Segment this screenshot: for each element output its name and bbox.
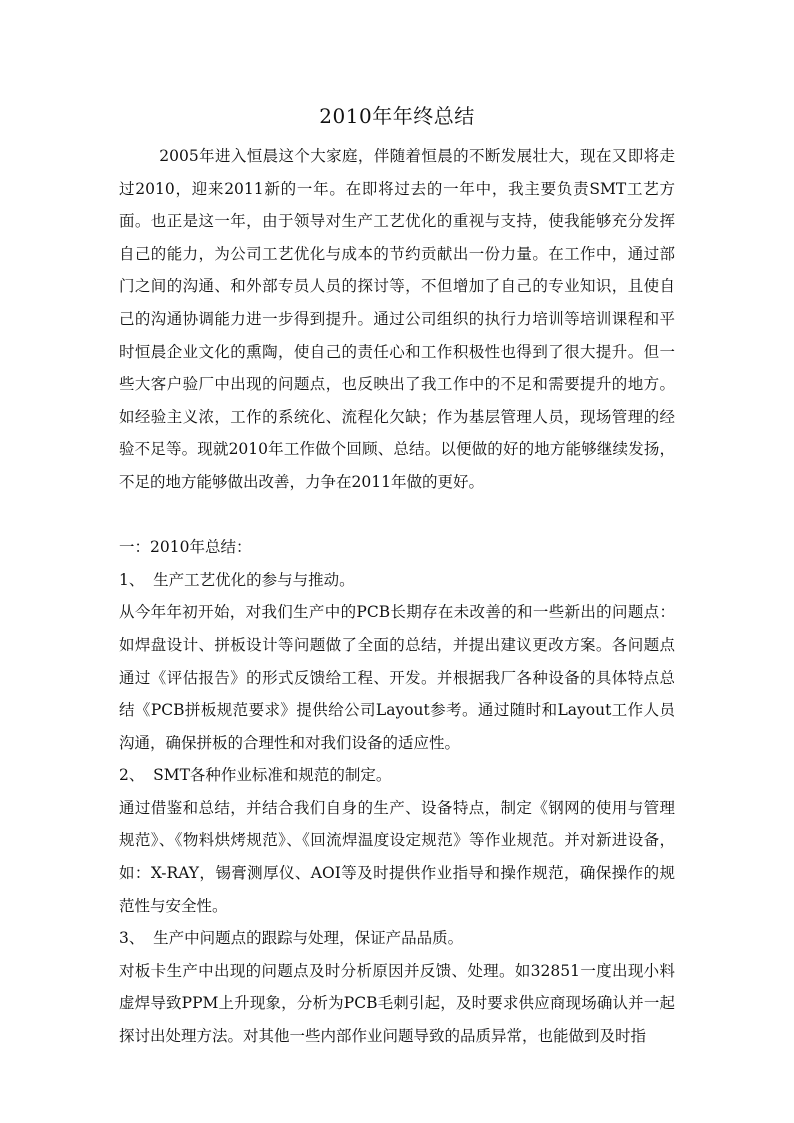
- item-heading-3: [119, 922, 675, 955]
- item-heading-1: [119, 564, 675, 597]
- item-title: 生产工艺优化的参与与推动。: [153, 570, 355, 589]
- item-paragraph-1: 从今年年初开始，对我们生产中的PCB长期存在未改善的和一些新出的问题点：如焊盘设计、拼板设计等问题做了全面的总结，并提出建议更改方案。各问题点通过《评估报告》的形式反馈给工程、开发。并根据我厂各种设备的具体特点总结《PCB拼板规范要求》提供给公司Layout参考。通过随时和Layout工作人员沟通，确保拼板的合理性和对我们设备的适应性。: [119, 603, 675, 752]
- item-number: 2、: [119, 766, 145, 785]
- item-number: 3、: [119, 929, 145, 948]
- item-title: SMT各种作业标准和规范的制定。: [153, 766, 392, 785]
- document-title: 2010年年终总结: [319, 104, 475, 128]
- document-body: [119, 140, 675, 1053]
- section-heading: 一：2010年总结：: [119, 538, 252, 557]
- item-paragraph-2: 通过借鉴和总结，并结合我们自身的生产、设备特点，制定《钢网的使用与管理规范》、《物料烘烤规范》、《回流焊温度设定规范》等作业规范。并对新进设备，如：X-RAY，锡膏测厚仪、AOI等及时提供作业指导和操作规范，确保操作的规范性与安全性。: [119, 798, 675, 915]
- intro-paragraph: 2005年进入恒晨这个大家庭，伴随着恒晨的不断发展壮大，现在又即将走过2010，迎来2011新的一年。在即将过去的一年中，我主要负责SMT工艺方面。也正是这一年，由于领导对生产工艺优化的重视与支持，使我能够充分发挥自己的能力，为公司工艺优化与成本的节约贡献出一份力量。在工作中，通过部门之间的沟通、和外部专员人员的探讨等，不但增加了自己的专业知识，且使自己的沟通协调能力进一步得到提升。通过公司组织的执行力培训等培训课程和平时恒晨企业文化的熏陶，使自己的责任心和工作积极性也得到了很大提升。但一些大客户验厂中出现的问题点，也反映出了我工作中的不足和需要提升的地方。如经验主义浓，工作的系统化、流程化欠缺；作为基层管理人员，现场管理的经验不足等。现就2010年工作做个回顾、总结。以便做的好的地方能够继续发扬，不足的地方能够做出改善，力争在2011年做的更好。: [119, 147, 675, 491]
- paragraph-spacer: [119, 499, 675, 532]
- item-number: 1、: [119, 570, 145, 589]
- item-title: 生产中问题点的跟踪与处理，保证产品品质。: [153, 929, 464, 948]
- item-heading-2: [119, 759, 675, 792]
- item-paragraph-3: 对板卡生产中出现的问题点及时分析原因并反馈、处理。如32851一度出现小料虚焊导致PPM上升现象，分析为PCB毛刺引起，及时要求供应商现场确认并一起探讨出处理方法。对其他一些内部作业问题导致的品质异常，也能做到及时指: [119, 961, 675, 1046]
